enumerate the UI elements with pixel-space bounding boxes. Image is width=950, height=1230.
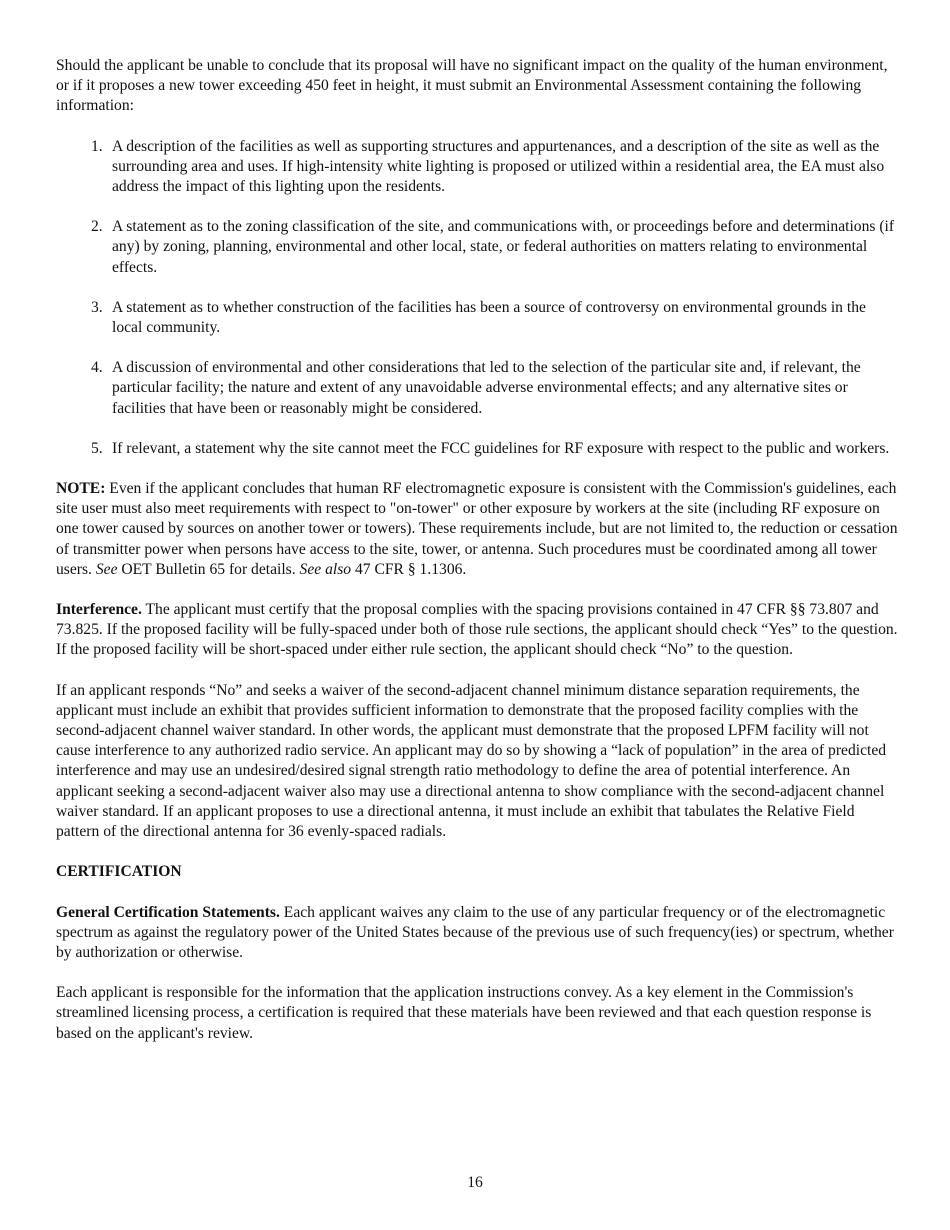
intro-paragraph: Should the applicant be unable to conclude that its proposal will have no significant impact on the quality of the human environment, or if it proposes a new tower exceeding 450 feet in height, it must submit an Environmental Assessment containing the following information: (56, 57, 888, 115)
list-item (56, 217, 898, 278)
waiver-paragraph: If an applicant responds “No” and seeks a waiver of the second-adjacent channel minimum distance separation requirements, the applicant must include an exhibit that provides sufficient information to demonstrate that the proposed facility complies with the second-adjacent channel waiver standard. In other words, the applicant must demonstrate that the proposed LPFM facility will not cause interference to any authorized radio service. An applicant may do so by showing a “lack of population” in the area of predicted interference and may use an undesired/desired signal strength ratio methodology to define the area of potential interference. An applicant seeking a second-adjacent waiver also may use a directional antenna to show compliance with the second-adjacent channel waiver standard. If an applicant proposes to use a directional antenna, it must include an exhibit that tabulates the Relative Field pattern of the directional antenna for 36 evenly-spaced radials. (56, 681, 887, 841)
interference-paragraph (56, 600, 898, 661)
responsibility-paragraph: Each applicant is responsible for the information that the application instructions convey. As a key element in the Commission's streamlined licensing process, a certification is required that these materials have been reviewed and that each question response is based on the applicant's review. (56, 984, 872, 1042)
list-item-number: 2. (91, 218, 103, 236)
list-item-text: A description of the facilities as well as supporting structures and appurtenances, and a description of the site as well as the surrounding area and uses. If high-intensity white lighting is proposed or utilized within a residential area, the EA must also address the impact of this lighting upon the residents. (112, 137, 885, 196)
list-item-number: 3. (91, 298, 103, 316)
list-item (56, 298, 898, 338)
note-paragraph (56, 479, 898, 580)
note-text-2: OET Bulletin 65 for details. (117, 560, 300, 578)
list-item-number: 4. (91, 359, 103, 377)
list-item-text: A statement as to the zoning classification of the site, and communications with, or proceedings before and determinations (if any) by zoning, planning, environmental and other local, state, or federal authorities on matters relating to environmental effects. (112, 218, 895, 276)
note-text-3: 47 CFR § 1.1306. (351, 560, 467, 578)
list-item (56, 439, 898, 459)
list-item (56, 358, 898, 419)
page-number: 16 (467, 1174, 483, 1191)
note-text-1: Even if the applicant concludes that human RF electromagnetic exposure is consistent with the Commission's guidelines, each site user must also meet requirements with respect to "on-tower" or other exposure by workers at the site (including RF exposure on one tower caused by sources on another tower or towers). These requirements include, but are not limited to, the reduction or cessation of transmitter power when persons have access to the site, tower, or antenna. Such procedures must be coordinated among all tower users. (56, 480, 898, 578)
note-see-also: See also (299, 560, 352, 578)
list-item-text: If relevant, a statement why the site cannot meet the FCC guidelines for RF exposure with respect to the public and workers. (112, 439, 890, 457)
interference-label: Interference. (56, 601, 142, 619)
general-certification-paragraph (56, 903, 898, 964)
document-page (56, 56, 898, 1064)
list-item-number: 5. (91, 439, 103, 457)
note-see: See (95, 560, 118, 578)
list-item (56, 137, 898, 198)
ea-requirements-list (56, 137, 898, 459)
interference-text: The applicant must certify that the proposal complies with the spacing provisions contained in 47 CFR §§ 73.807 and 73.825. If the proposed facility will be fully-spaced under both of those rule sections, the applicant should check “Yes” to the question. If the proposed facility will be short-spaced under either rule section, the applicant should check “No” to the question. (56, 601, 898, 659)
list-item-number: 1. (91, 137, 103, 155)
certification-heading: CERTIFICATION (56, 863, 182, 881)
note-label: NOTE: (56, 480, 106, 498)
general-certification-text: Each applicant waives any claim to the use of any particular frequency or of the electromagnetic spectrum as against the regulatory power of the United States because of the previous use of such frequency(ies) or spectrum, whether by authorization or otherwise. (56, 903, 894, 961)
list-item-text: A discussion of environmental and other considerations that led to the selection of the particular site and, if relevant, the particular facility; the nature and extent of any unavoidable adverse environmental effects; and any alternative sites or facilities that have been or reasonably might be considered. (112, 359, 861, 417)
general-certification-label: General Certification Statements. (56, 903, 280, 921)
list-item-text: A statement as to whether construction of the facilities has been a source of controversy on environmental grounds in the local community. (112, 298, 866, 337)
